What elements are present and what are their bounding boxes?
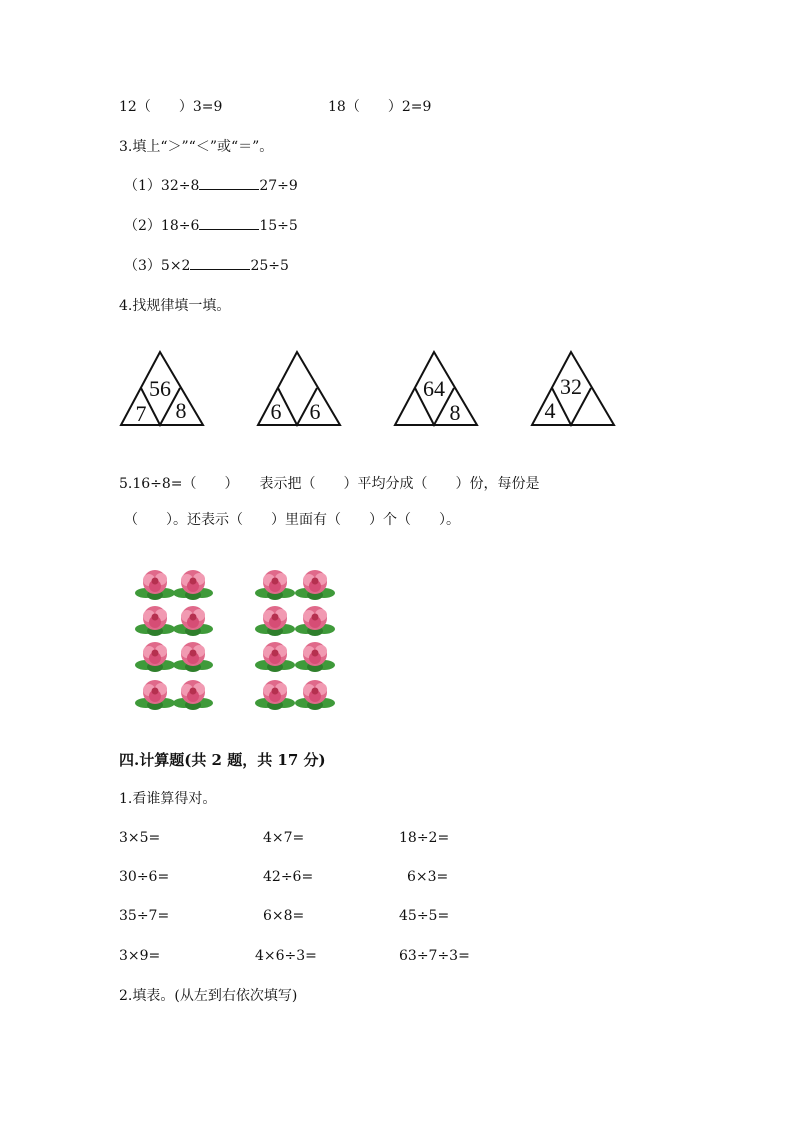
peony-flower-icon [173, 642, 213, 672]
peony-flower-icon [255, 642, 295, 672]
calc-r2-c2: 42÷6= [263, 869, 314, 885]
calc-r1-c1: 3×5= [119, 830, 161, 846]
peony-flower-icon [255, 606, 295, 636]
q3-item-1-prefix: （1）32÷8 [124, 178, 200, 194]
q5-line-2: （ ）。还表示（ ）里面有（ ）个（ ）。 [124, 512, 460, 528]
triangle-1-right: 8 [175, 398, 187, 423]
calc-r1-c2: 4×7= [263, 830, 305, 846]
q3-item-3-blank[interactable] [190, 257, 250, 270]
q3-item-2-suffix: 15÷5 [259, 218, 298, 234]
peony-flower-icon [173, 606, 213, 636]
calc-r4-c3: 63÷7÷3= [399, 948, 470, 964]
triangle-2-right: 6 [309, 399, 321, 424]
peony-flower-icon [295, 680, 335, 710]
top-row-right: 18（ ）2=9 [328, 99, 432, 115]
triangle-puzzle-1 [118, 350, 208, 428]
calc-r2-c3: 6×3= [407, 869, 449, 885]
calc-r3-c3: 45÷5= [399, 908, 450, 924]
q3-item-1-blank[interactable] [199, 177, 259, 190]
peony-flower-icon [135, 642, 175, 672]
peony-flower-icon [295, 570, 335, 600]
q3-item-2-blank[interactable] [199, 217, 259, 230]
calc-r4-c1: 3×9= [119, 948, 161, 964]
top-row-left: 12（ ）3=9 [119, 99, 223, 115]
q3-item-1-suffix: 27÷9 [259, 178, 298, 194]
q4-title: 4.找规律填一填。 [119, 298, 231, 314]
triangle-1-top: 56 [149, 376, 171, 401]
triangle-3-top: 64 [423, 376, 445, 401]
q3-item-2-prefix: （2）18÷6 [124, 218, 200, 234]
calc-r1-c3: 18÷2= [399, 830, 450, 846]
triangle-puzzle-2[interactable] [255, 350, 345, 428]
section4-title: 四.计算题(共 2 题，共 17 分) [119, 751, 326, 769]
triangle-4-left: 4 [544, 398, 556, 423]
triangle-puzzle-3[interactable] [392, 350, 482, 428]
triangle-1-left: 7 [135, 401, 147, 426]
peony-flower-icon [135, 680, 175, 710]
triangle-puzzle-4[interactable] [529, 350, 619, 428]
peony-flower-icon [173, 570, 213, 600]
calc-r3-c2: 6×8= [263, 908, 305, 924]
peony-flower-icon [295, 606, 335, 636]
flower-groups [130, 565, 345, 710]
section4-q1-title: 1.看谁算得对。 [119, 791, 217, 807]
q5-line-1: 5.16÷8=（ ） 表示把（ ）平均分成（ ）份，每份是 [119, 476, 540, 492]
q3-item-3-prefix: （3）5×2 [124, 258, 191, 274]
peony-flower-icon [255, 570, 295, 600]
peony-flower-icon [135, 606, 175, 636]
peony-flower-icon [173, 680, 213, 710]
triangle-2-left: 6 [270, 399, 282, 424]
q3-title: 3.填上“＞”“＜”或“＝”。 [119, 139, 274, 155]
peony-flower-icon [295, 642, 335, 672]
q3-item-1 [124, 177, 298, 195]
calc-r4-c2: 4×6÷3= [255, 948, 317, 964]
q3-item-3-suffix: 25÷5 [250, 258, 289, 274]
section4-q2-title: 2.填表。(从左到右依次填写) [119, 988, 298, 1004]
calc-r2-c1: 30÷6= [119, 869, 170, 885]
calc-r3-c1: 35÷7= [119, 908, 170, 924]
q3-item-3 [124, 257, 289, 275]
q3-item-2 [124, 217, 298, 235]
peony-flower-icon [255, 680, 295, 710]
triangle-3-right: 8 [449, 400, 461, 425]
peony-flower-icon [135, 570, 175, 600]
triangle-4-top: 32 [560, 374, 582, 399]
